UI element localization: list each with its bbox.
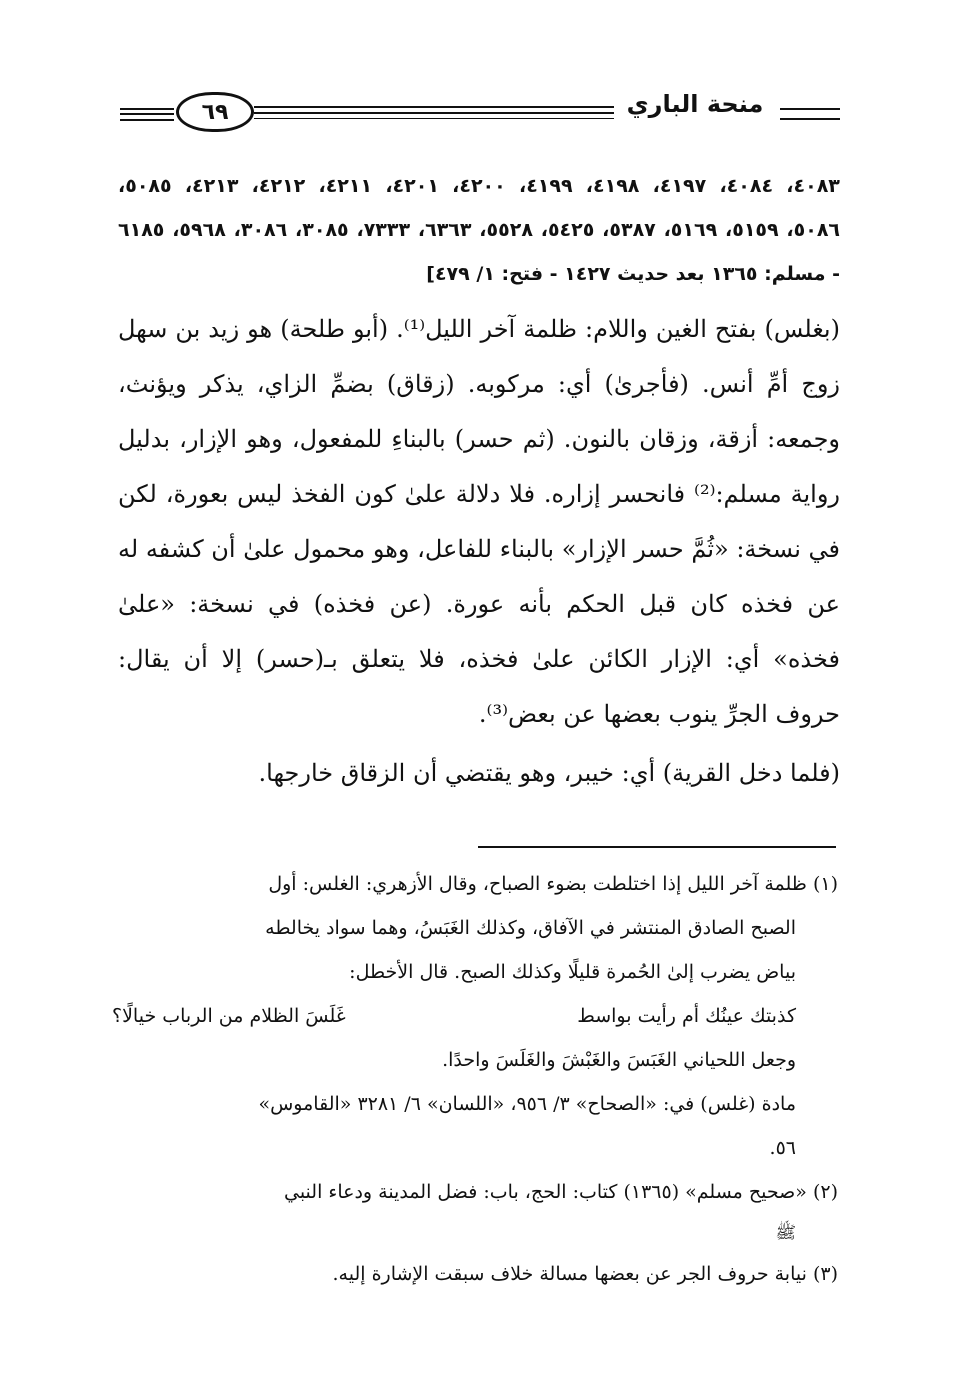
page-number: ٦٩ [176,92,254,132]
footnote-1-line-2: الصبح الصادق المنتشر في الآفاق، وكذلك الغَبَسُ، وهما سواد يخالطه [265,917,796,939]
hadith-reference-line-2: ٥٠٨٦، ٥١٥٩، ٥١٦٩، ٥٣٨٧، ٥٤٢٥، ٥٥٢٨، ٦٣٦٣، ٧٣٣٣، ٣٠٨٥، ٣٠٨٦، ٥٩٦٨، ٦١٨٥ [118,219,840,241]
header-rule-middle [254,106,614,114]
page-header [120,88,840,144]
footnote-1-line-6: مادة (غلس) في: «الصحاح» ٣/ ٩٥٦، «اللسان» ٦/ ٣٢٨١ «القاموس» [258,1093,796,1115]
footnote-separator [478,846,836,848]
main-text [118,164,840,801]
header-rule-left [120,108,174,115]
hadith-reference-line-1: ٤٠٨٣، ٤٠٨٤، ٤١٩٧، ٤١٩٨، ٤١٩٩، ٤٢٠٠، ٤٢٠١، ٤٢١١، ٤٢١٢، ٤٢١٣، ٥٠٨٥، [118,175,840,197]
header-rule-right-lower [780,118,840,120]
book-title: منحة الباري [626,90,764,118]
footnote-1-poem-verse [112,994,838,1038]
footnotes [112,862,838,1296]
hadith-reference-line-3: - مسلم: ١٣٦٥ بعد حديث ١٤٢٧ - فتح: ١/ ٤٧٩] [426,263,840,285]
footnote-1-line-5: وجعل اللحياني الغَبَسَ والغَبْشَ والغَلَسَ واحدًا. [442,1049,796,1071]
header-rule-left-lower [120,119,174,121]
footnote-1-line-7: ٥٦. [769,1137,796,1159]
footnote-3-line-1: (٣) نيابة حروف الجر عن بعضها مسالة خلاف سبقت الإشارة إليه. [332,1263,838,1285]
poem-second-hemistich: غَلَسَ الظلام من الرباب خيالًا؟ [112,1005,346,1027]
commentary-paragraph-2: (فلما دخل القرية) أي: خيبر، وهو يقتضي أن الزقاق خارجها. [258,759,840,787]
poem-first-hemistich: كذبتك عينُك أم رأيت بواسط [577,1005,796,1027]
header-rule-middle-lower [254,118,614,119]
footnote-2-line-1: (٢) «صحيح مسلم» (١٣٦٥) كتاب: الحج، باب: فضل المدينة ودعاء النبي [283,1181,838,1203]
footnote-1-line-1: (١) ظلمة آخر الليل إذا اختلطت بضوء الصباح، وقال الأزهري: الغلس: أول [268,873,838,895]
salla-symbol: ﷺ [775,1223,796,1243]
header-rule-right [780,108,840,110]
footnote-1-line-3: بياض يضرب إلىٰ الحُمرة قليلًا وكذلك الصبح. قال الأخطل: [349,961,796,983]
commentary-paragraph-1: (بغلس) بفتح الغين واللام: ظلمة آخر الليل⁽¹⁾. (أبو طلحة) هو زيد بن سهل زوج أمِّ أنس. (فأجرىٰ) أي: مركوبه. (زقاق) بضمِّ الزاي، يذكر ويؤنث، وجمعه: أزقة، وزقان بالنون. (ثم حسر) بالبناءِ للمفعول، وهو الإزار، بدليل رواية مسلم:⁽²⁾ فانحسر إزاره. فلا دلالة علىٰ كون الفخذ ليس بعورة، لكن في نسخة: «ثُمَّ حسر الإزار» بالبناء للفاعل، وهو محمول علىٰ أن كشفه له عن فخذه كان قبل الحكم بأنه عورة. (عن فخذه) في نسخة: «علىٰ فخذه» أي: الإزار الكائن علىٰ فخذه، فلا يتعلق بـ(حسر) إلا أن يقال: حروف الجرِّ ينوب بعضها عن بعض⁽³⁾. [118,315,841,728]
